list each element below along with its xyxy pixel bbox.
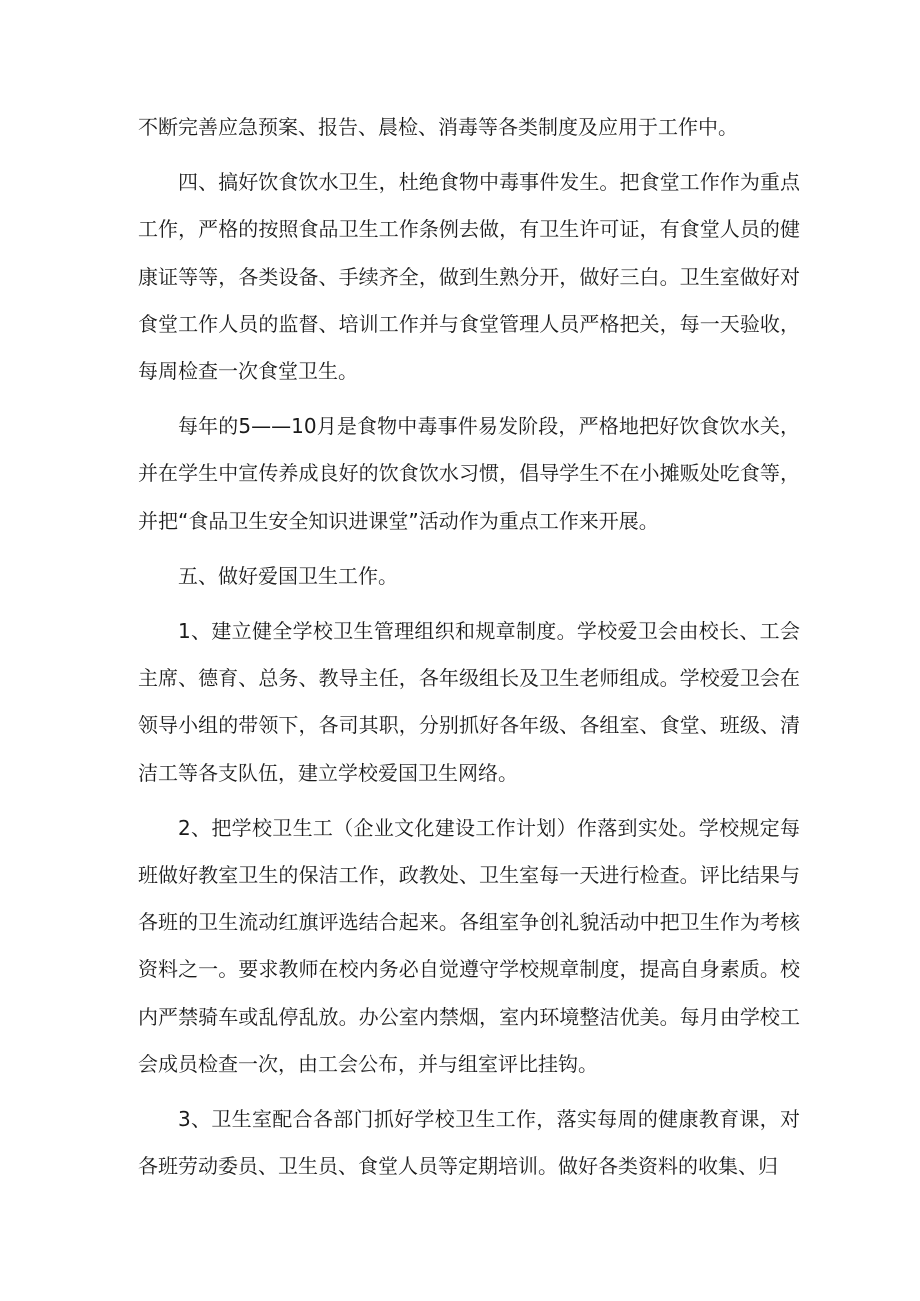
paragraph-item-3: 3、卫生室配合各部门抓好学校卫生工作，落实每周的健康教育课，对各班劳动委员、卫生员、食堂人员等定期培训。做好各类资料的收集、归 bbox=[138, 1107, 800, 1179]
paragraph-continuation: 不断完善应急预案、报告、晨检、消毒等各类制度及应用于工作中。 bbox=[138, 115, 738, 139]
paragraph-section-five-heading: 五、做好爱国卫生工作。 bbox=[178, 563, 398, 588]
paragraph-section-four: 四、搞好饮食饮水卫生，杜绝食物中毒事件发生。把食堂工作作为重点工作，严格的按照食品卫生工作条例去做，有卫生许可证，有食堂人员的健康证等等，各类设备、手续齐全，做到生熟分开，做好三白。卫生室做好对食堂工作人员的监督、培训工作并与食堂管理人员严格把关，每一天验收，每周检查一次食堂卫生。 bbox=[138, 170, 800, 384]
paragraph-item-1: 1、建立健全学校卫生管理组织和规章制度。学校爱卫会由校长、工会主席、德育、总务、教导主任，各年级组长及卫生老师组成。学校爱卫会在领导小组的带领下，各司其职，分别抓好各年级、各组室、食堂、班级、清洁工等各支队伍，建立学校爱国卫生网络。 bbox=[138, 619, 800, 785]
paragraph-item-2: 2、把学校卫生工（企业文化建设工作计划）作落到实处。学校规定每班做好教室卫生的保洁工作，政教处、卫生室每一天进行检查。评比结果与各班的卫生流动红旗评选结合起来。各组室争创礼貌活动中把卫生作为考核资料之一。要求教师在校内务必自觉遵守学校规章制度，提高自身素质。校内严禁骑车或乱停乱放。办公室内禁烟，室内环境整洁优美。每月由学校工会成员检查一次，由工会公布，并与组室评比挂钩。 bbox=[138, 815, 800, 1076]
document-body bbox=[138, 104, 800, 1190]
paragraph-food-poisoning-season: 每年的5——10月是食物中毒事件易发阶段，严格地把好饮食饮水关，并在学生中宣传养成良好的饮食饮水习惯，倡导学生不在小摊贩处吃食等，并把“食品卫生安全知识进课堂”活动作为重点工作来开展。 bbox=[138, 414, 800, 533]
